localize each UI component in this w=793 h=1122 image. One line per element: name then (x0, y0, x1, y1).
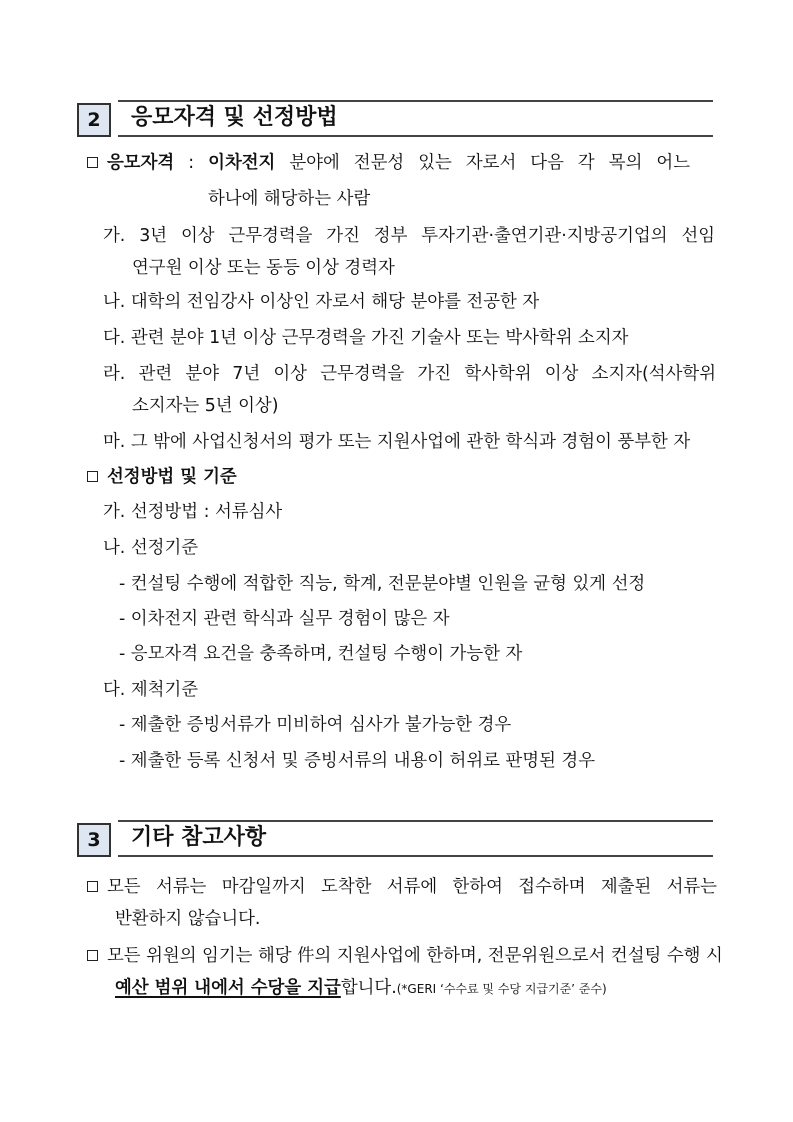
note-1-line-2: 반환하지 않습니다. (115, 909, 261, 929)
note-2-text: 모든 위원의 임기는 해당 件의 지원사업에 한하며, 전문위원으로서 컨설팅 수행 시 (107, 946, 723, 966)
note-2-remark: (*GERI ‘수수료 및 수당 지급기준’ 준수) (396, 982, 607, 996)
exclusion-item: - 제출한 등록 신청서 및 증빙서류의 내용이 허위로 판명된 경우 (119, 751, 596, 771)
qualification-line-1-rest: 분야에 전문성 있는 자로서 다음 각 목의 어느 (275, 153, 690, 173)
note-2-tail: 합니다. (340, 978, 397, 998)
note-2-line-1 (87, 944, 723, 968)
note-2-emphasis: 예산 범위 내에서 수당을 지급 (115, 978, 341, 998)
section-2-number-box (77, 103, 111, 137)
qual-item-ga-line-2: 연구원 이상 또는 동등 이상 경력자 (132, 258, 395, 278)
checkbox-square-icon (87, 881, 98, 892)
section-2-number: 2 (87, 109, 101, 131)
section-3-title: 기타 참고사항 (131, 825, 267, 850)
criteria-item: - 컨설팅 수행에 적합한 직능, 학계, 전문분야별 인원을 균형 있게 선정 (119, 574, 646, 594)
qualification-line-2: 하나에 해당하는 사람 (208, 189, 371, 209)
method-item-da: 다. 제척기준 (103, 680, 199, 700)
checkbox-square-icon (87, 157, 98, 168)
criteria-item: - 이차전지 관련 학식과 실무 경험이 많은 자 (119, 609, 450, 629)
qual-item-ra-line-1: 라. 관련 분야 7년 이상 근무경력을 가진 학사학위 이상 소지자(석사학위 (103, 364, 716, 384)
note-2-line-2 (115, 976, 607, 1001)
exclusion-item: - 제출한 증빙서류가 미비하여 심사가 불가능한 경우 (119, 715, 512, 735)
note-1-text: 모든 서류는 마감일까지 도착한 서류에 한하여 접수하며 제출된 서류는 (107, 877, 717, 897)
method-item-ga: 가. 선정방법 : 서류심사 (103, 502, 283, 522)
note-1-line-1 (87, 875, 717, 899)
qual-item-na: 나. 대학의 전임강사 이상인 자로서 해당 분야를 전공한 자 (103, 292, 540, 312)
checkbox-square-icon (87, 950, 98, 961)
qual-item-ma: 마. 그 밖에 사업신청서의 평가 또는 지원사업에 관한 학식과 경험이 풍부한 자 (103, 432, 691, 452)
qual-item-ga-line-1: 가. 3년 이상 근무경력을 가진 정부 투자기관·출연기관·지방공기업의 선임 (103, 226, 715, 246)
qualification-colon: : (174, 153, 209, 173)
method-item-na: 나. 선정기준 (103, 538, 199, 558)
section-2-top-rule (118, 100, 713, 102)
checkbox-square-icon (87, 471, 98, 482)
selection-method-heading (87, 465, 237, 489)
qual-item-ra-line-2: 소지자는 5년 이상) (132, 396, 279, 416)
qualification-field: 이차전지 (208, 153, 276, 173)
qualification-line-1 (87, 151, 690, 175)
section-3-top-rule (118, 820, 713, 822)
qualification-label: 응모자격 (107, 153, 175, 173)
selection-method-label: 선정방법 및 기준 (107, 467, 237, 487)
qual-item-da: 다. 관련 분야 1년 이상 근무경력을 가진 기술사 또는 박사학위 소지자 (103, 328, 629, 348)
section-3-number: 3 (87, 829, 101, 851)
section-2-title: 응모자격 및 선정방법 (131, 105, 338, 130)
criteria-item: - 응모자격 요건을 충족하며, 컨설팅 수행이 가능한 자 (119, 644, 523, 664)
section-2-bottom-rule (118, 135, 713, 137)
section-3-number-box (77, 823, 111, 857)
section-3-bottom-rule (118, 855, 713, 857)
